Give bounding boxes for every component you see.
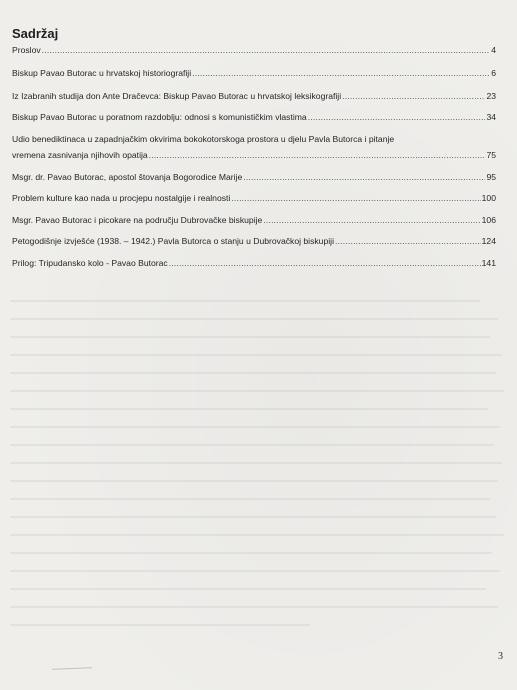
- toc-entry[interactable]: [12, 90, 496, 103]
- toc-entry-page: 6: [491, 68, 496, 78]
- pencil-mark: [52, 659, 92, 669]
- leader-dots: [335, 235, 481, 248]
- toc-entry[interactable]: [12, 133, 496, 162]
- leader-dots: [169, 257, 481, 270]
- toc-title: Sadržaj: [12, 26, 59, 41]
- toc-entry-title: Petogodišnje izvješće (1938. – 1942.) Pavla Butorca o stanju u Dubrovačkoj biskupiji: [12, 236, 334, 246]
- toc-entry-title-line1: Udio benediktinaca u zapadnjačkim okvirima bokokotorskoga prostora u djelu Pavla Butorca i pitanje: [12, 134, 395, 144]
- toc-entry[interactable]: [12, 214, 496, 227]
- toc-entry-title: Msgr. dr. Pavao Butorac, apostol štovanja Bogorodice Marije: [12, 172, 243, 182]
- toc-entry-page: 141: [481, 258, 496, 268]
- toc-entry[interactable]: [12, 111, 496, 124]
- toc-entry[interactable]: [12, 192, 496, 205]
- leader-dots: [149, 149, 486, 162]
- toc-entry-page: 75: [486, 150, 496, 160]
- toc-entry-page: 34: [486, 112, 496, 122]
- toc-entry-title: Problem kulture kao nada u procjepu nostalgije i realnosti: [12, 193, 231, 203]
- toc-entry-title: Biskup Pavao Butorac u hrvatskoj historiografiji: [12, 68, 192, 78]
- toc-entry-title: vremena zasnivanja njihovih opatija: [12, 150, 148, 160]
- toc-entry-page: 124: [481, 236, 496, 246]
- leader-dots: [42, 44, 491, 57]
- toc-entry-title: Biskup Pavao Butorac u poratnom razdoblju: odnosi s komunističkim vlastima: [12, 112, 307, 122]
- leader-dots: [231, 192, 480, 205]
- toc-entry[interactable]: [12, 235, 496, 248]
- toc-entry[interactable]: [12, 44, 496, 57]
- toc-entry-page: 95: [486, 172, 496, 182]
- page-number: 3: [498, 651, 503, 662]
- toc-entry[interactable]: [12, 171, 496, 184]
- toc-entry-title: Proslov: [12, 45, 41, 55]
- toc-entry-page: 106: [481, 215, 496, 225]
- toc-entry-page: 100: [481, 193, 496, 203]
- leader-dots: [263, 214, 480, 227]
- toc-entry-title: Iz Izabranih studija don Ante Dračevca: Biskup Pavao Butorac u hrvatskoj leksikografiji: [12, 91, 342, 101]
- leader-dots: [243, 171, 485, 184]
- leader-dots: [342, 90, 485, 103]
- show-through-texture: [10, 0, 510, 690]
- toc-entry-page: 23: [486, 91, 496, 101]
- leader-dots: [308, 111, 486, 124]
- toc-entry-title: Prilog: Tripudansko kolo - Pavao Butorac: [12, 258, 168, 268]
- leader-dots: [192, 67, 490, 80]
- toc-entry[interactable]: [12, 257, 496, 270]
- toc-entry-page: 4: [491, 45, 496, 55]
- toc-entry-title: Msgr. Pavao Butorac i picokare na području Dubrovačke biskupije: [12, 215, 263, 225]
- toc-entry[interactable]: [12, 67, 496, 80]
